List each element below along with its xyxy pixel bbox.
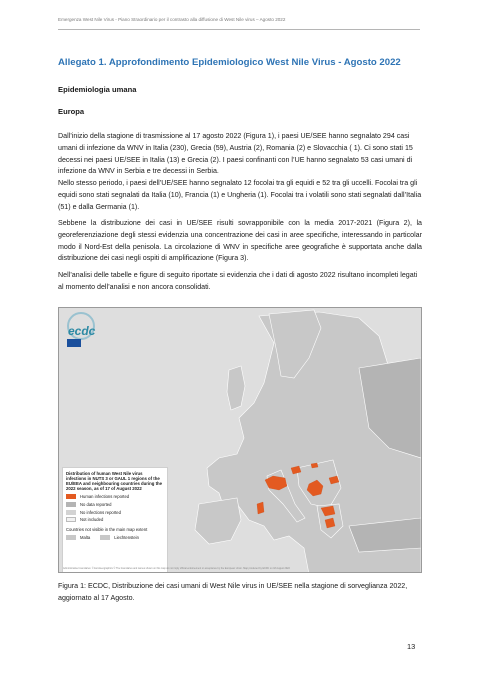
- legend-small-countries: [66, 535, 164, 540]
- liechtenstein-swatch: [100, 535, 110, 540]
- paragraph-1: Dall’inizio della stagione di trasmissione al 17 agosto 2022 (Figura 1), i paesi UE/SEE hanno segnalato 294 casi umani di infezione da WNV in Italia (230), Grecia (59), Austria (2), Romania (2) e Slovacchia ( 1). Ci sono stati 15 decessi nei paesi UE/SEE in Italia (13) e Grecia (2). I paesi confinanti con l’UE hanno segnalato 53 casi umani di infezione da WNV in Serbia e tre decessi in Serbia.: [58, 132, 413, 176]
- malta-label: Malta: [80, 534, 91, 540]
- infection-region-slovakia: [311, 463, 318, 468]
- infection-region-greece-central: [325, 518, 335, 528]
- legend-label: Not included: [80, 517, 104, 523]
- running-header: Emergenza West Nile Virus - Piano Straordinario per il contrasto alla diffusione di West Nile virus – Agosto 2022: [58, 17, 286, 22]
- page-number: 13: [407, 642, 416, 651]
- legend-label: Human infections reported: [80, 493, 130, 499]
- legend-item: [66, 517, 164, 522]
- legend-item: [66, 502, 164, 507]
- map-fine-print: Administrative boundaries: © EuroGeographics © The boundaries and names shown on this map do not imply official endorsement or acceptance by the European Union. Map produced by ECDC on 18 August 2022: [63, 567, 290, 570]
- figure-caption: Figura 1: ECDC, Distribuzione dei casi umani di West Nile virus in UE/SEE nella stagione di sorveglianza 2022, aggiornato al 17 Agosto.: [58, 582, 408, 602]
- legend-swatch-noinfection: [66, 510, 76, 515]
- map-legend: [62, 467, 168, 573]
- legend-swatch-infection: [66, 494, 76, 499]
- legend-label: No infections reported: [80, 509, 121, 515]
- section-heading: Epidemiologia umana: [58, 85, 137, 94]
- legend-label: No data reported: [80, 501, 112, 507]
- paragraph-3: Sebbene la distribuzione dei casi in UE/SEE risulti sovrapponibile con la media 2017-2021 (Figura 2), la georeferenziazione degli stessi evidenzia una concentrazione dei casi in aree specifiche, interessando in particolar modo il Nord-Est della penisola. La circolazione di WNV in specifiche aree geografiche è supportata anche dalla distribuzione dei casi negli ospiti di amplificazione (Figura 3).: [58, 219, 422, 263]
- ecdc-logo-text: ecdc: [68, 324, 96, 338]
- legend-swatch-notincluded: [66, 517, 76, 522]
- legend-item: [66, 494, 164, 499]
- legend-title: Distribution of human West Nile virus infections in NUTS 3 or GAUL 1 regions of the EU/EEA and neighbouring countries during the 2022 season, as of 17 of August 2022: [66, 471, 163, 492]
- region-uk: [227, 366, 245, 410]
- region-iberia: [195, 498, 241, 544]
- ecdc-map-figure: [58, 307, 422, 573]
- paragraph-2: Nello stesso periodo, i paesi dell’UE/SEE hanno segnalato 12 focolai tra gli equidi e 52 tra gli uccelli. Focolai tra gli equidi sono stati segnalati da Italia (10), Francia (1) e Ungheria (1). Focolai tra i volatili sono stati segnalati dall’Italia (51) e dalla Germania (1).: [58, 179, 422, 211]
- legend-item: [66, 510, 164, 515]
- legend-swatch-nodata: [66, 502, 76, 507]
- page-title: Allegato 1. Approfondimento Epidemiologico West Nile Virus - Agosto 2022: [58, 57, 401, 68]
- liechtenstein-label: Liechtenstein: [114, 534, 139, 540]
- malta-swatch: [66, 535, 76, 540]
- ecdc-logo: [61, 310, 105, 348]
- subsection-heading: Europa: [58, 107, 85, 116]
- legend-note: Countries not visible in the main map extent: [66, 526, 148, 532]
- infection-region-sardinia: [257, 502, 264, 514]
- paragraph-4: Nell’analisi delle tabelle e figure di seguito riportate si evidenzia che i dati di agosto 2022 risultano incompleti legati al momento dell’analisi e non ancora consolidati.: [58, 271, 418, 291]
- header-rule: [58, 29, 420, 30]
